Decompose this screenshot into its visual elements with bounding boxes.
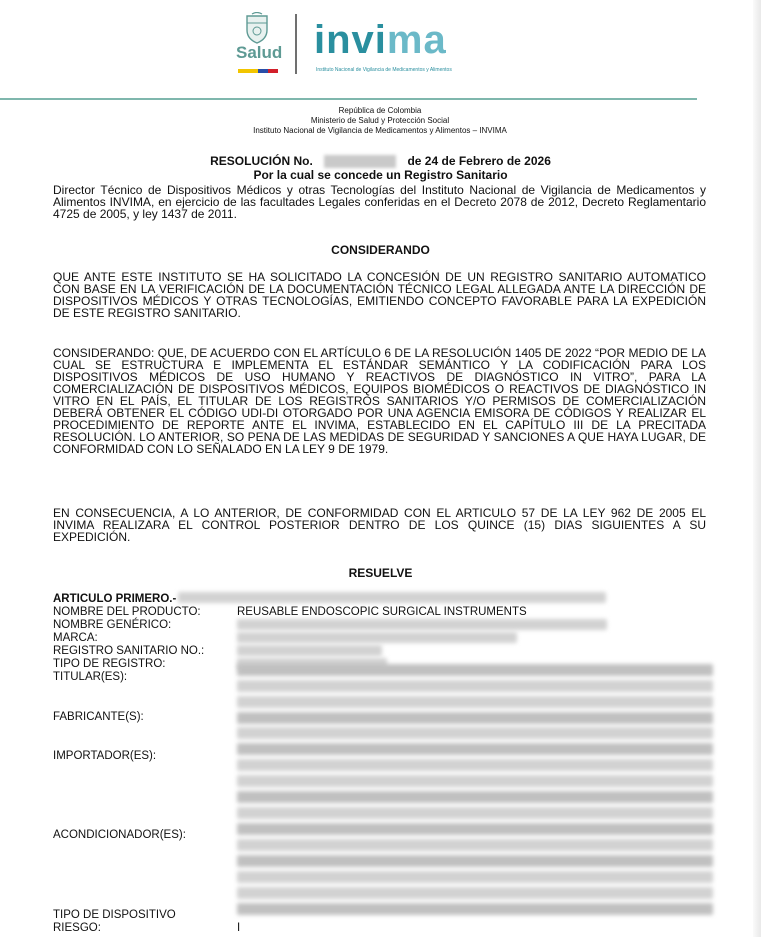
field-fabricantes: FABRICANTE(S):	[53, 711, 144, 723]
field-tipo-registro: TIPO DE REGISTRO:	[53, 658, 166, 670]
colombia-flag-stripe	[238, 69, 278, 73]
field-registro-no: REGISTRO SANITARIO NO.:	[53, 645, 205, 657]
redacted-titulares-line-3	[237, 696, 713, 708]
invima-logo	[314, 18, 447, 63]
gov-line-institute: Instituto Nacional de Vigilancia de Medicamentos y Alimentos – INVIMA	[253, 126, 507, 135]
redacted-article-text	[178, 592, 606, 603]
field-marca: MARCA:	[53, 632, 98, 644]
resolution-subtitle: Por la cual se concede un Registro Sanitario	[253, 168, 508, 182]
redacted-registro-no	[237, 645, 382, 656]
value-riesgo: I	[237, 922, 241, 934]
field-titulares: TITULAR(ES):	[53, 671, 128, 683]
field-nombre-generico: NOMBRE GENÉRICO:	[53, 619, 172, 631]
intro-paragraph: Director Técnico de Dispositivos Médicos y otras Tecnologías del Instituto Nacional de Vigilancia de Medicamentos y Alimentos INVIMA, en ejercicio de las facultades Legales conferidas en el Decreto 2078 de 2012, Decreto Reglamentario 4725 de 2005, y ley 1437 de 2011.	[53, 183, 706, 221]
redacted-importadores-line-2	[237, 759, 713, 771]
redacted-importadores-line-1	[237, 743, 713, 755]
logo-divider	[295, 14, 297, 74]
header-rule	[0, 98, 697, 100]
redacted-importadores-line-4	[237, 791, 713, 803]
gov-line-ministry: Ministerio de Salud y Protección Social	[310, 116, 450, 125]
resolution-title-suffix: de 24 de Febrero de 2026	[407, 154, 551, 168]
redacted-acondicionadores-line-2	[237, 839, 713, 851]
field-nombre-producto: NOMBRE DEL PRODUCTO:	[53, 606, 201, 618]
value-nombre-producto: REUSABLE ENDOSCOPIC SURGICAL INSTRUMENTS	[237, 606, 527, 618]
considerando-paragraph-2: CONSIDERANDO: QUE, DE ACUERDO CON EL ARTÍCULO 6 DE LA RESOLUCIÓN 1405 DE 2022 “POR MEDIO DE LA CUAL SE ESTRUCTURA E IMPLEMENTA EL ESTÁNDAR SEMÁNTICO Y LA CODIFICACIÓN PARA LOS DISPOSITIVOS MÉDICOS DE USO HUMANO Y REACTIVOS DE DIAGNÓSTICO IN VITRO”, PARA LA COMERCIALIZACIÓN DE DISPOSITIVOS MÉDICOS, EQUIPOS BIOMÉDICOS O REACTIVOS DE DIAGNÓSTICO IN VITRO EN EL PAÍS, EL TITULAR DE LOS REGISTROS SANITARIOS Y/O PERMISOS DE COMERCIALIZACIÓN DEBERÁ OBTENER EL CÓDIGO UDI-DI OTORGADO POR UNA AGENCIA EMISORA DE CÓDIGOS Y REALIZAR EL PROCEDIMIENTO DE REPORTE ANTE EL INVIMA, ESTABLECIDO EN EL CAPÍTULO III DE LA PRECITADA RESOLUCIÓN. LO ANTERIOR, SO PENA DE LAS MEDIDAS DE SEGURIDAD Y SANCIONES A QUE HAYA LUGAR, DE CONFORMIDAD CON LO SEÑALADO EN LA LEY 9 DE 1979.	[53, 346, 706, 456]
redacted-fabricantes-line-1	[237, 712, 713, 724]
field-tipo-dispositivo: TIPO DE DISPOSITIVO	[53, 909, 176, 921]
field-riesgo: RIESGO:	[53, 922, 101, 934]
page-edge-shadow	[753, 0, 761, 937]
article-primero-label: ARTICULO PRIMERO.-	[53, 593, 177, 605]
salud-logo-text: Salud	[236, 43, 283, 62]
redacted-acondicionadores-line-5	[237, 887, 713, 899]
resuelve-heading: RESUELVE	[348, 566, 413, 580]
redacted-resolution-number	[324, 155, 396, 168]
invima-logo-subtitle: Instituto Nacional de Vigilancia de Medicamentos y Alimentos	[316, 67, 452, 73]
field-acondicionadores: ACONDICIONADOR(ES):	[53, 829, 186, 841]
redacted-importadores-line-5	[237, 807, 713, 819]
redacted-acondicionadores-line-3	[237, 855, 713, 867]
considerando-heading: CONSIDERANDO	[331, 243, 430, 257]
considerando-paragraph-3: EN CONSECUENCIA, A LO ANTERIOR, DE CONFORMIDAD CON EL ARTICULO 57 DE LA LEY 962 DE 2005 EL INVIMA REALIZARA EL CONTROL POSTERIOR DENTRO DE LOS QUINCE (15) DIAS SIGUIENTES A SU EXPEDICIÓN.	[53, 506, 706, 544]
redacted-nombre-generico	[237, 619, 607, 630]
invima-logo-main: invi	[314, 18, 387, 62]
redacted-acondicionadores-line-1	[237, 823, 713, 835]
redacted-tipo-dispositivo	[237, 903, 713, 915]
redacted-acondicionadores-line-4	[237, 871, 713, 883]
redacted-fabricantes-line-2	[237, 727, 713, 739]
field-importadores: IMPORTADOR(ES):	[53, 750, 157, 762]
resolution-title	[0, 154, 761, 168]
considerando-paragraph-1: QUE ANTE ESTE INSTITUTO SE HA SOLICITADO LA CONCESIÓN DE UN REGISTRO SANITARIO AUTOMATICO CON BASE EN LA VERIFICACIÓN DE LA DOCUMENTACIÓN TÉCNICO LEGAL ALLEGADA ANTE LA DIRECCIÓN DE DISPOSITIVOS MÉDICOS Y OTRAS TECNOLOGÍAS, EMITIENDO CONCEPTO FAVORABLE PARA LA EXPEDICIÓN DE ESTE REGISTRO SANITARIO.	[53, 270, 706, 320]
redacted-titulares-line-2	[237, 680, 713, 692]
colombia-shield-icon	[244, 12, 270, 44]
resolution-title-prefix: RESOLUCIÓN No.	[210, 154, 313, 168]
redacted-importadores-line-3	[237, 775, 713, 787]
invima-logo-tail: ma	[386, 18, 447, 62]
redacted-marca	[237, 632, 517, 643]
redacted-titulares-line-1	[237, 664, 713, 676]
gov-line-republic: República de Colombia	[338, 106, 422, 115]
